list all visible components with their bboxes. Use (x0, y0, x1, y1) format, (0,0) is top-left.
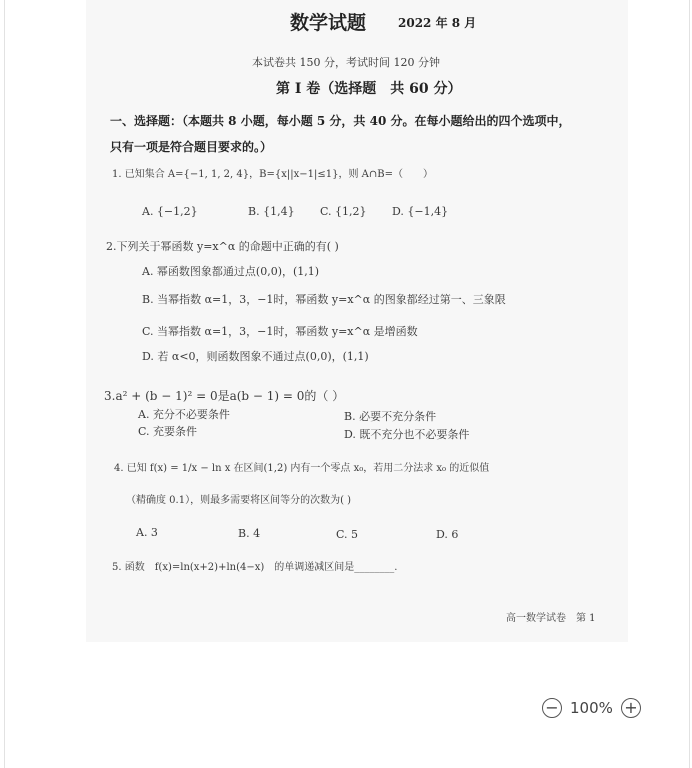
q1-option-b: B. {1,4} (248, 205, 295, 218)
q3-option-a: A. 充分不必要条件 (138, 408, 230, 421)
q5-stem: 5. 函数 f(x)=ln(x+2)+ln(4−x) 的单调递减区间是________. (112, 562, 398, 573)
zoom-level: 100% (570, 699, 613, 717)
document-page (86, 0, 628, 642)
zoom-controls (542, 698, 641, 718)
q1-option-a: A. {−1,2} (142, 205, 198, 218)
doc-subtitle: 本试卷共 150 分，考试时间 120 分钟 (252, 56, 440, 69)
q2-option-c: C. 当幂指数 α=1，3，−1时，幂函数 y=x^α 是增函数 (142, 325, 418, 338)
doc-title: 数学试题 (290, 12, 367, 34)
q1-option-c: C. {1,2} (320, 205, 367, 218)
q3-option-b: B. 必要不充分条件 (344, 410, 437, 423)
q2-option-b: B. 当幂指数 α=1，3，−1时，幂函数 y=x^α 的图象都经过第一、三象限 (142, 293, 506, 306)
section-title: 第 I 卷（选择题 共 60 分） (276, 81, 462, 97)
zoom-in-icon[interactable]: + (621, 698, 641, 718)
page-footer: 高一数学试卷 第 1 (506, 613, 596, 624)
q4-stem-line-2: （精确度 0.1），则最多需要将区间等分的次数为( ) (126, 495, 352, 506)
q4-option-d: D. 6 (436, 528, 459, 541)
q4-option-b: B. 4 (238, 527, 261, 540)
instructions-line-2: 只有一项是符合题目要求的。） (110, 140, 273, 154)
zoom-out-icon[interactable]: − (542, 698, 562, 718)
q2-stem: 2.下列关于幂函数 y=x^α 的命题中正确的有( ) (106, 240, 339, 253)
q4-option-a: A. 3 (136, 526, 158, 539)
q1-stem: 1. 已知集合 A={−1, 1, 2, 4}，B={x||x−1|≤1}，则 A∩B=（ ） (112, 169, 433, 180)
doc-date: 2022 年 8 月 (398, 16, 477, 30)
q1-option-d: D. {−1,4} (392, 205, 449, 218)
instructions-line-1: 一、选择题：（本题共 8 小题，每小题 5 分，共 40 分。在每小题给出的四个选项中， (110, 114, 571, 128)
q3-stem: 3.a² + (b − 1)² = 0是a(b − 1) = 0的（ ） (104, 389, 345, 403)
q4-stem: 4. 已知 f(x) = 1/x − ln x 在区间(1,2) 内有一个零点 x₀，若用二分法求 x₀ 的近似值 (114, 463, 490, 474)
q3-option-d: D. 既不充分也不必要条件 (344, 428, 470, 441)
q2-option-d: D. 若 α<0，则函数图象不通过点(0,0)，(1,1) (142, 350, 369, 363)
q3-option-c: C. 充要条件 (138, 425, 198, 438)
q4-option-c: C. 5 (336, 528, 359, 541)
q2-option-a: A. 幂函数图象都通过点(0,0)，(1,1) (142, 265, 320, 278)
